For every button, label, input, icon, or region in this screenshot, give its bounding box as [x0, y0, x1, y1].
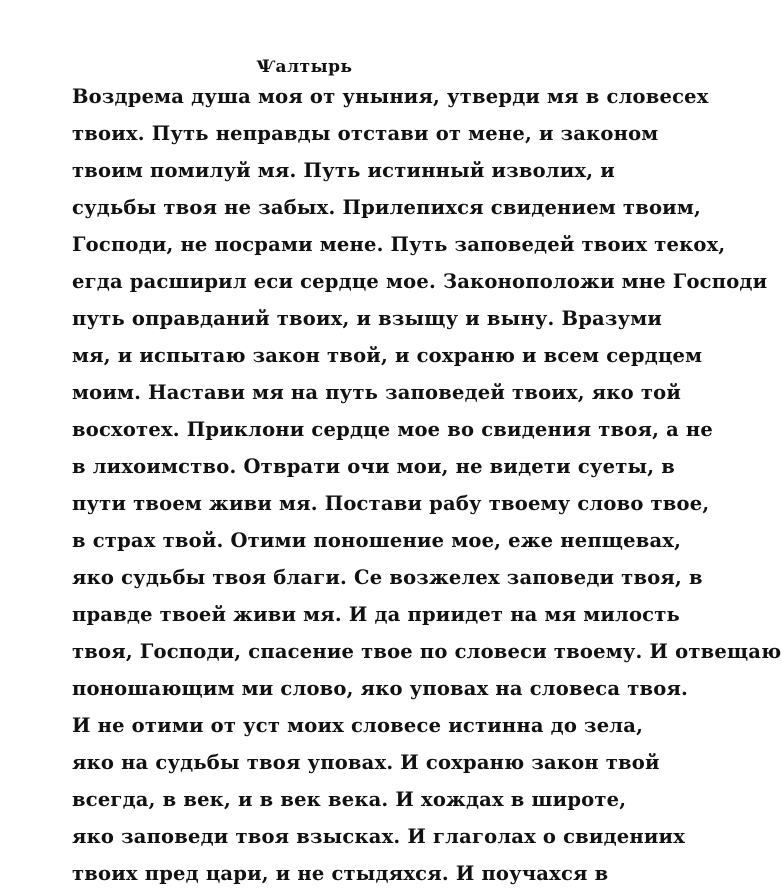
text-line: судьбы твоя не забых. Прилепихся свидением твоим, — [72, 196, 701, 219]
page-title: Ѱалтырь — [256, 57, 353, 77]
text-line: яко судьбы твоя благи. Се возжелех заповеди твоя, в — [72, 566, 703, 589]
text-line: всегда, в век, и в век века. И хождах в широте, — [72, 788, 627, 811]
text-line: твоих пред цари, и не стыдяхся. И поучахся в — [72, 862, 609, 885]
psalm-text — [72, 78, 781, 892]
text-line: пути твоем живи мя. Постави рабу твоему слово твое, — [72, 492, 710, 515]
text-line: твоя, Господи, спасение твое по словеси твоему. И отвещаю — [72, 640, 781, 663]
text-line: Воздрема душа моя от уныния, утверди мя в словесех — [72, 85, 709, 108]
text-line: поношающим ми слово, яко уповах на словеса твоя. — [72, 677, 689, 700]
text-line: твоим помилуй мя. Путь истинный изволих, и — [72, 159, 615, 182]
text-line: в страх твой. Отими поношение мое, еже непщевах, — [72, 529, 682, 552]
text-line: моим. Настави мя на путь заповедей твоих, яко той — [72, 381, 681, 404]
text-line: яко на судьбы твоя уповах. И сохраню закон твой — [72, 751, 660, 774]
text-line: мя, и испытаю закон твой, и сохраню и всем сердцем — [72, 344, 703, 367]
text-line: Господи, не посрами мене. Путь заповедей твоих текох, — [72, 233, 726, 256]
text-line: путь оправданий твоих, и взыщу и выну. Вразуми — [72, 307, 663, 330]
text-line: в лихоимство. Отврати очи мои, не видети суеты, в — [72, 455, 675, 478]
text-line: егда расширил еси сердце мое. Законоположи мне Господи — [72, 270, 768, 293]
text-line: И не отими от уст моих словесе истинна до зела, — [72, 714, 644, 737]
text-line: твоих. Путь неправды отстави от мене, и законом — [72, 122, 659, 145]
text-line: яко заповеди твоя взысках. И глаголах о свидениих — [72, 825, 686, 848]
text-line: восхотех. Приклони сердце мое во свидения твоя, а не — [72, 418, 713, 441]
text-line: правде твоей живи мя. И да приидет на мя милость — [72, 603, 680, 626]
